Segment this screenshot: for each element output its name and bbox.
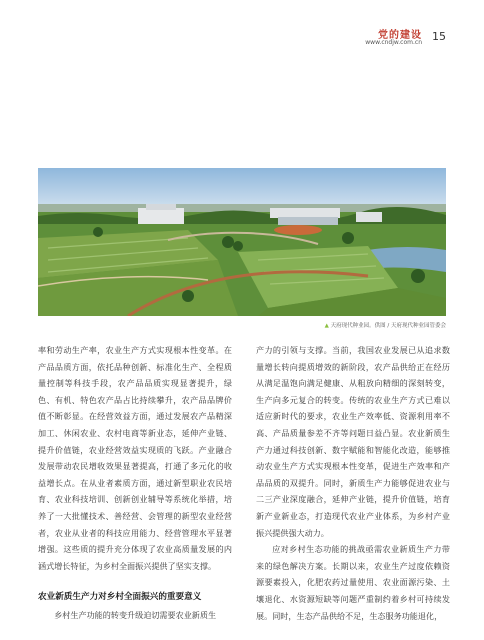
right-column <box>256 342 450 624</box>
magazine-logo: 党的建设 <box>378 30 422 41</box>
section-heading: 农业新质生产力对乡村全面振兴的重要意义 <box>38 592 202 603</box>
aerial-park-photo <box>38 168 446 316</box>
caption-text: 天府现代种业园。供图 / 天府现代种业园管委会 <box>330 323 446 329</box>
left-paragraph-2: 乡村生产功能的转变升级迫切需要农业新质生 <box>54 610 217 621</box>
website-url[interactable]: www.cndjw.com.cn <box>365 39 422 46</box>
page-header <box>306 26 446 50</box>
right-paragraph-2: 应对乡村生态功能的挑战亟需农业新质生产力带来的绿色解决方案。长期以来，农业生产过度依赖资源要素投入，化肥农药过量使用、农业面源污染、土壤退化、水资源短缺等问题严重制约着乡村可持续发展。同时，生态产品供给不足，生态服务功能退化， <box>256 544 450 621</box>
photo-caption <box>325 321 446 329</box>
caption-marker-icon: ▲ <box>324 323 329 329</box>
right-paragraph-1: 产力的引领与支撑。当前，我国农业发展已从追求数量增长转向提质增效的新阶段，农产品供给正在经历从满足温饱向满足健康、从粗放向精细的深刻转变，生产向多元复合的转变。传统的农业生产方式已难以适应新时代的要求，农业生产效率低、资源利用率不高、产品质量参差不齐等问题日益凸显。农业新质生产力通过科技创新、数字赋能和智能化改造，能够推动农业生产方式实现根本性变革，促进生产效率和产品品质的双提升。同时，新质生产力能够促进农业与二三产业深度融合，延伸产业链，提升价值链，培育新产业新业态，打造现代农业产业体系，为乡村产业振兴提供强大动力。 <box>256 345 450 538</box>
left-paragraph-1: 率和劳动生产率，农业生产方式实现根本性变革。在产品品质方面，依托品种创新、标准化生产、全程质量控制等科技手段，农产品品质实现显著提升，绿色、有机、特色农产品占比持续攀升，农产品品牌价值不断彰显。在经营效益方面，通过发展农产品精深加工、休闲农业、农村电商等新业态，延伸产业链、提升价值链，农业经营效益实现质的飞跃。产业融合发展带动农民增收效果显著提高，打通了多元化的收益增长点。在从业者素质方面，通过新型职业农民培育、农业科技培训、创新创业辅导等系统化举措，培养了一大批懂技术、善经营、会管理的新型农业经营者，农业从业者的科技应用能力、经营管理水平显著增强。这些质的提升充分体现了农业高质量发展的内涵式增长特征，为乡村全面振兴提供了坚实支撑。 <box>38 345 232 571</box>
left-column <box>38 342 232 624</box>
page-number: 15 <box>432 30 446 43</box>
